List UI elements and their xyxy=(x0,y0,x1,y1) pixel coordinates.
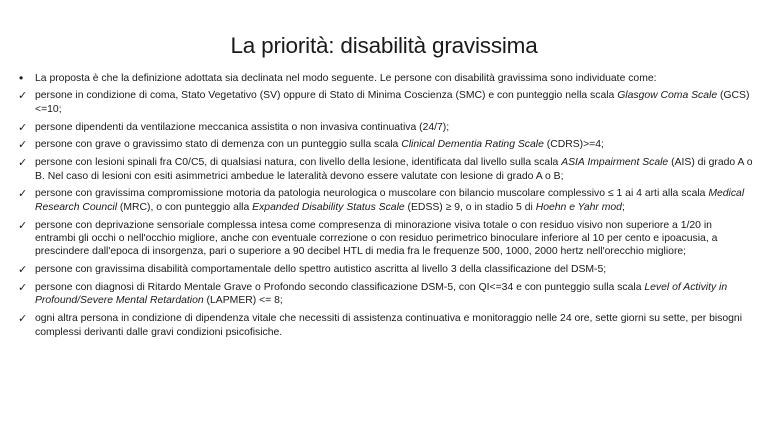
item-text-end: ; xyxy=(621,201,625,213)
item-italic-text: Glasgow Coma Scale xyxy=(617,90,718,102)
item-text-end: (GCS)<=10; xyxy=(35,90,750,115)
item-text: ogni altra persona in condizione di dipendenza vitale che necessiti di assistenza continuativa e monitoraggio nelle 24 ore, sette giorni su sette, per bisogni complessi derivanti dalle gravi condizioni psicofisiche. xyxy=(35,313,742,338)
list-item xyxy=(18,121,753,134)
slide-content xyxy=(18,72,753,343)
item-italic-text: Clinical Dementia Rating Scale xyxy=(401,139,544,151)
intro-bullet xyxy=(18,72,753,85)
checkmark-icon: ✓ xyxy=(18,156,28,170)
checkmark-icon: ✓ xyxy=(18,187,28,201)
list-item xyxy=(18,187,753,214)
list-item xyxy=(18,281,753,308)
item-text-middle: (MRC), o con punteggio alla xyxy=(117,201,253,213)
list-item xyxy=(18,156,753,183)
item-text-end: (CDRS)>=4; xyxy=(543,139,604,151)
item-text: persone dipendenti da ventilazione meccanica assistita o non invasiva continuativa (24/7); xyxy=(35,121,450,133)
checkmark-icon: ✓ xyxy=(18,263,28,277)
checkmark-icon: ✓ xyxy=(18,120,28,134)
item-text: persone con grave o gravissimo stato di demenza con un punteggio sulla scala xyxy=(35,139,402,151)
list-item xyxy=(18,263,753,276)
checkmark-icon: ✓ xyxy=(18,89,28,103)
item-italic-text: ASIA Impairment Scale xyxy=(561,157,669,169)
item-text: persone in condizione di coma, Stato Vegetativo (SV) oppure di Stato di Minima Coscienza (SMC) e con punteggio nella scala xyxy=(35,90,618,102)
checkmark-icon: ✓ xyxy=(18,218,28,232)
item-text: persone con gravissima disabilità comportamentale dello spettro autistico ascritta al livello 3 della classificazione del DSM-5; xyxy=(35,264,607,276)
item-text: persone con deprivazione sensoriale complessa intesa come compresenza di minorazione visiva totale o con residuo visivo non superiore a 1/20 in entrambi gli occhi o nell'occhio migliore, anche con eventuale correzione o con residuo perimetrico binoculare inferiore al 10 per cento e ipoacusia, a prescindere dall'epoca di insorgenza, pari o superiore a 90 decibel HTL di media fra le frequenze 500, 1000, 2000 hertz nell'orecchio migliore; xyxy=(35,219,718,258)
item-text-end: (AIS) di grado A o B. Nel caso di lesioni con esiti asimmetrici ambedue le lateralità devono essere valutate con lesione di grado A o B; xyxy=(35,157,753,182)
list-item xyxy=(18,89,753,116)
item-text: persone con diagnosi di Ritardo Mentale Grave o Profondo secondo classificazione DSM-5, con QI<=34 e con punteggio sulla scala xyxy=(35,282,645,294)
item-italic-text-2: Expanded Disability Status Scale xyxy=(252,201,405,213)
item-text: persone con lesioni spinali fra C0/C5, di qualsiasi natura, con livello della lesione, identificata dal livello sulla scala xyxy=(35,157,562,169)
checkmark-icon: ✓ xyxy=(18,138,28,152)
bullet-icon: • xyxy=(19,71,24,85)
checkmark-icon: ✓ xyxy=(18,281,28,295)
item-text: persone con gravissima compromissione motoria da patologia neurologica o muscolare con bilancio muscolare complessivo ≤ 1 ai 4 arti alla scala xyxy=(35,188,709,200)
item-text-middle-2: (EDSS) ≥ 9, o in stadio 5 di xyxy=(404,201,536,213)
list-item xyxy=(18,138,753,151)
list-item xyxy=(18,219,753,259)
item-italic-text: Level of Activity in Profound/Severe Mental Retardation xyxy=(35,282,728,307)
item-text-end: (LAPMER) <= 8; xyxy=(203,295,283,307)
item-italic-text-3: Hoehn e Yahr mod xyxy=(535,201,622,213)
list-item xyxy=(18,312,753,339)
intro-text: La proposta è che la definizione adottata sia declinata nel modo seguente. Le persone con disabilità gravissima sono individuate come: xyxy=(35,73,657,84)
checkmark-icon: ✓ xyxy=(18,312,28,326)
item-italic-text: Medical Research Council xyxy=(35,188,745,213)
slide-title: La priorità: disabilità gravissima xyxy=(230,33,538,58)
